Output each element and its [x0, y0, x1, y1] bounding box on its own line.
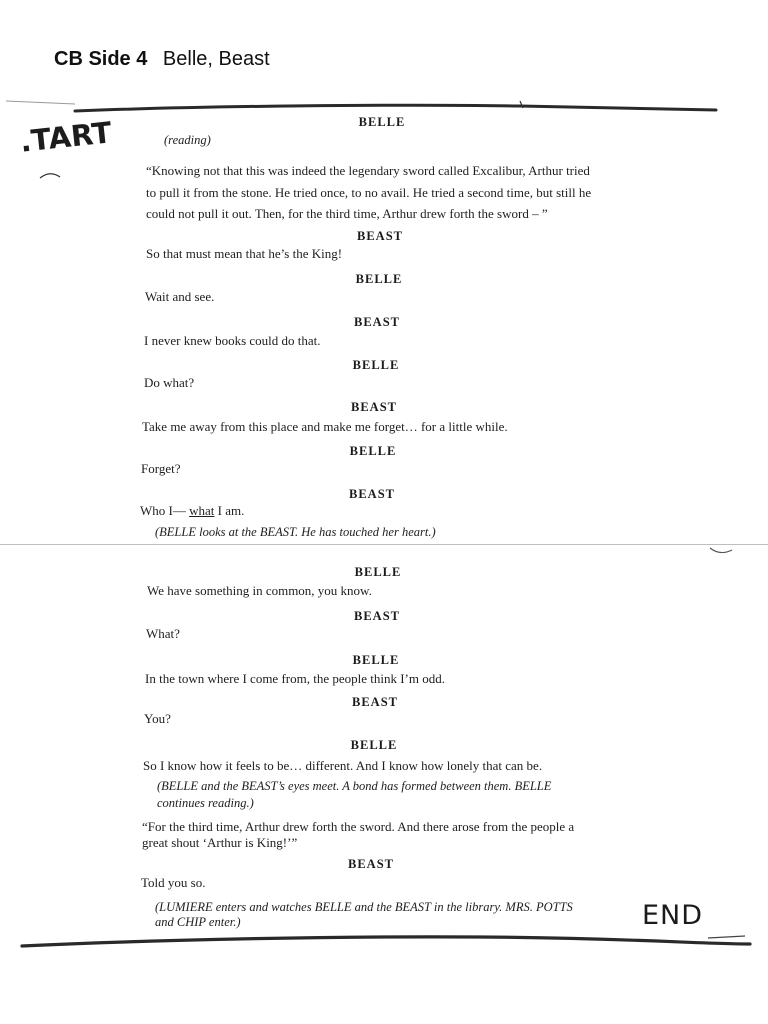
- speaker-name: BEAST: [354, 315, 400, 329]
- stage-direction: continues reading.): [157, 796, 254, 810]
- speaker-name: BELLE: [355, 272, 403, 286]
- speaker-name: BELLE: [352, 653, 400, 667]
- stage-direction: (BELLE looks at the BEAST. He has touched her heart.): [155, 525, 436, 539]
- dialogue-line: What?: [146, 626, 180, 641]
- dialogue-line: “For the third time, Arthur drew forth the sword. And there arose from the people a: [142, 819, 575, 834]
- dialogue-line: “Knowing not that this was indeed the legendary sword called Excalibur, Arthur tried: [146, 163, 590, 178]
- speaker-name: BEAST: [348, 857, 394, 871]
- dialogue-line: So that must mean that he’s the King!: [146, 246, 343, 261]
- dialogue-line: [140, 500, 244, 521]
- speaker-name: BELLE: [350, 738, 398, 752]
- dialogue-line: You?: [144, 711, 171, 726]
- dialogue-line: Forget?: [141, 461, 181, 476]
- dialogue-line: to pull it from the stone. He tried once, to no avail. He tried a second time, but still he: [146, 185, 592, 200]
- speaker-name: BEAST: [357, 229, 403, 243]
- start-marker: .TART: [18, 115, 114, 159]
- dialogue-text: Who I—: [140, 503, 186, 518]
- dialogue-line: So I know how it feels to be… different. And I know how lonely that can be.: [143, 758, 543, 773]
- stage-direction: and CHIP enter.): [155, 915, 241, 929]
- character-names: Belle, Beast: [162, 48, 270, 70]
- stage-direction: (reading): [164, 133, 211, 147]
- speaker-name: BEAST: [351, 400, 397, 414]
- dialogue-text: I am.: [217, 503, 245, 518]
- speaker-name: BELLE: [358, 115, 406, 129]
- dialogue-line: great shout ‘Arthur is King!’”: [142, 835, 298, 850]
- dialogue-line: Take me away from this place and make me forget… for a little while.: [142, 419, 508, 434]
- stage-direction: (BELLE and the BEAST’s eyes meet. A bond has formed between them. BELLE: [157, 779, 552, 793]
- dialogue-line: Do what?: [144, 375, 195, 390]
- stage-direction: (LUMIERE enters and watches BELLE and the BEAST in the library. MRS. POTTS: [155, 900, 573, 914]
- side-title: CB Side 4: [54, 48, 148, 70]
- dialogue-line: Told you so.: [141, 875, 206, 890]
- underlined-word: what: [189, 503, 215, 518]
- dialogue-line: could not pull it out. Then, for the third time, Arthur drew forth the sword – ”: [146, 206, 548, 221]
- dialogue-line: I never knew books could do that.: [144, 333, 321, 348]
- speaker-name: BEAST: [349, 487, 395, 501]
- speaker-name: BEAST: [352, 695, 398, 709]
- speaker-name: BELLE: [349, 444, 397, 458]
- speaker-name: BEAST: [354, 609, 400, 623]
- speaker-name: BELLE: [354, 565, 402, 579]
- dialogue-line: Wait and see.: [145, 289, 215, 304]
- dialogue-line: We have something in common, you know.: [147, 583, 372, 598]
- speaker-name: BELLE: [352, 358, 400, 372]
- dialogue-line: In the town where I come from, the people think I’m odd.: [145, 671, 445, 686]
- end-marker: END: [642, 900, 704, 931]
